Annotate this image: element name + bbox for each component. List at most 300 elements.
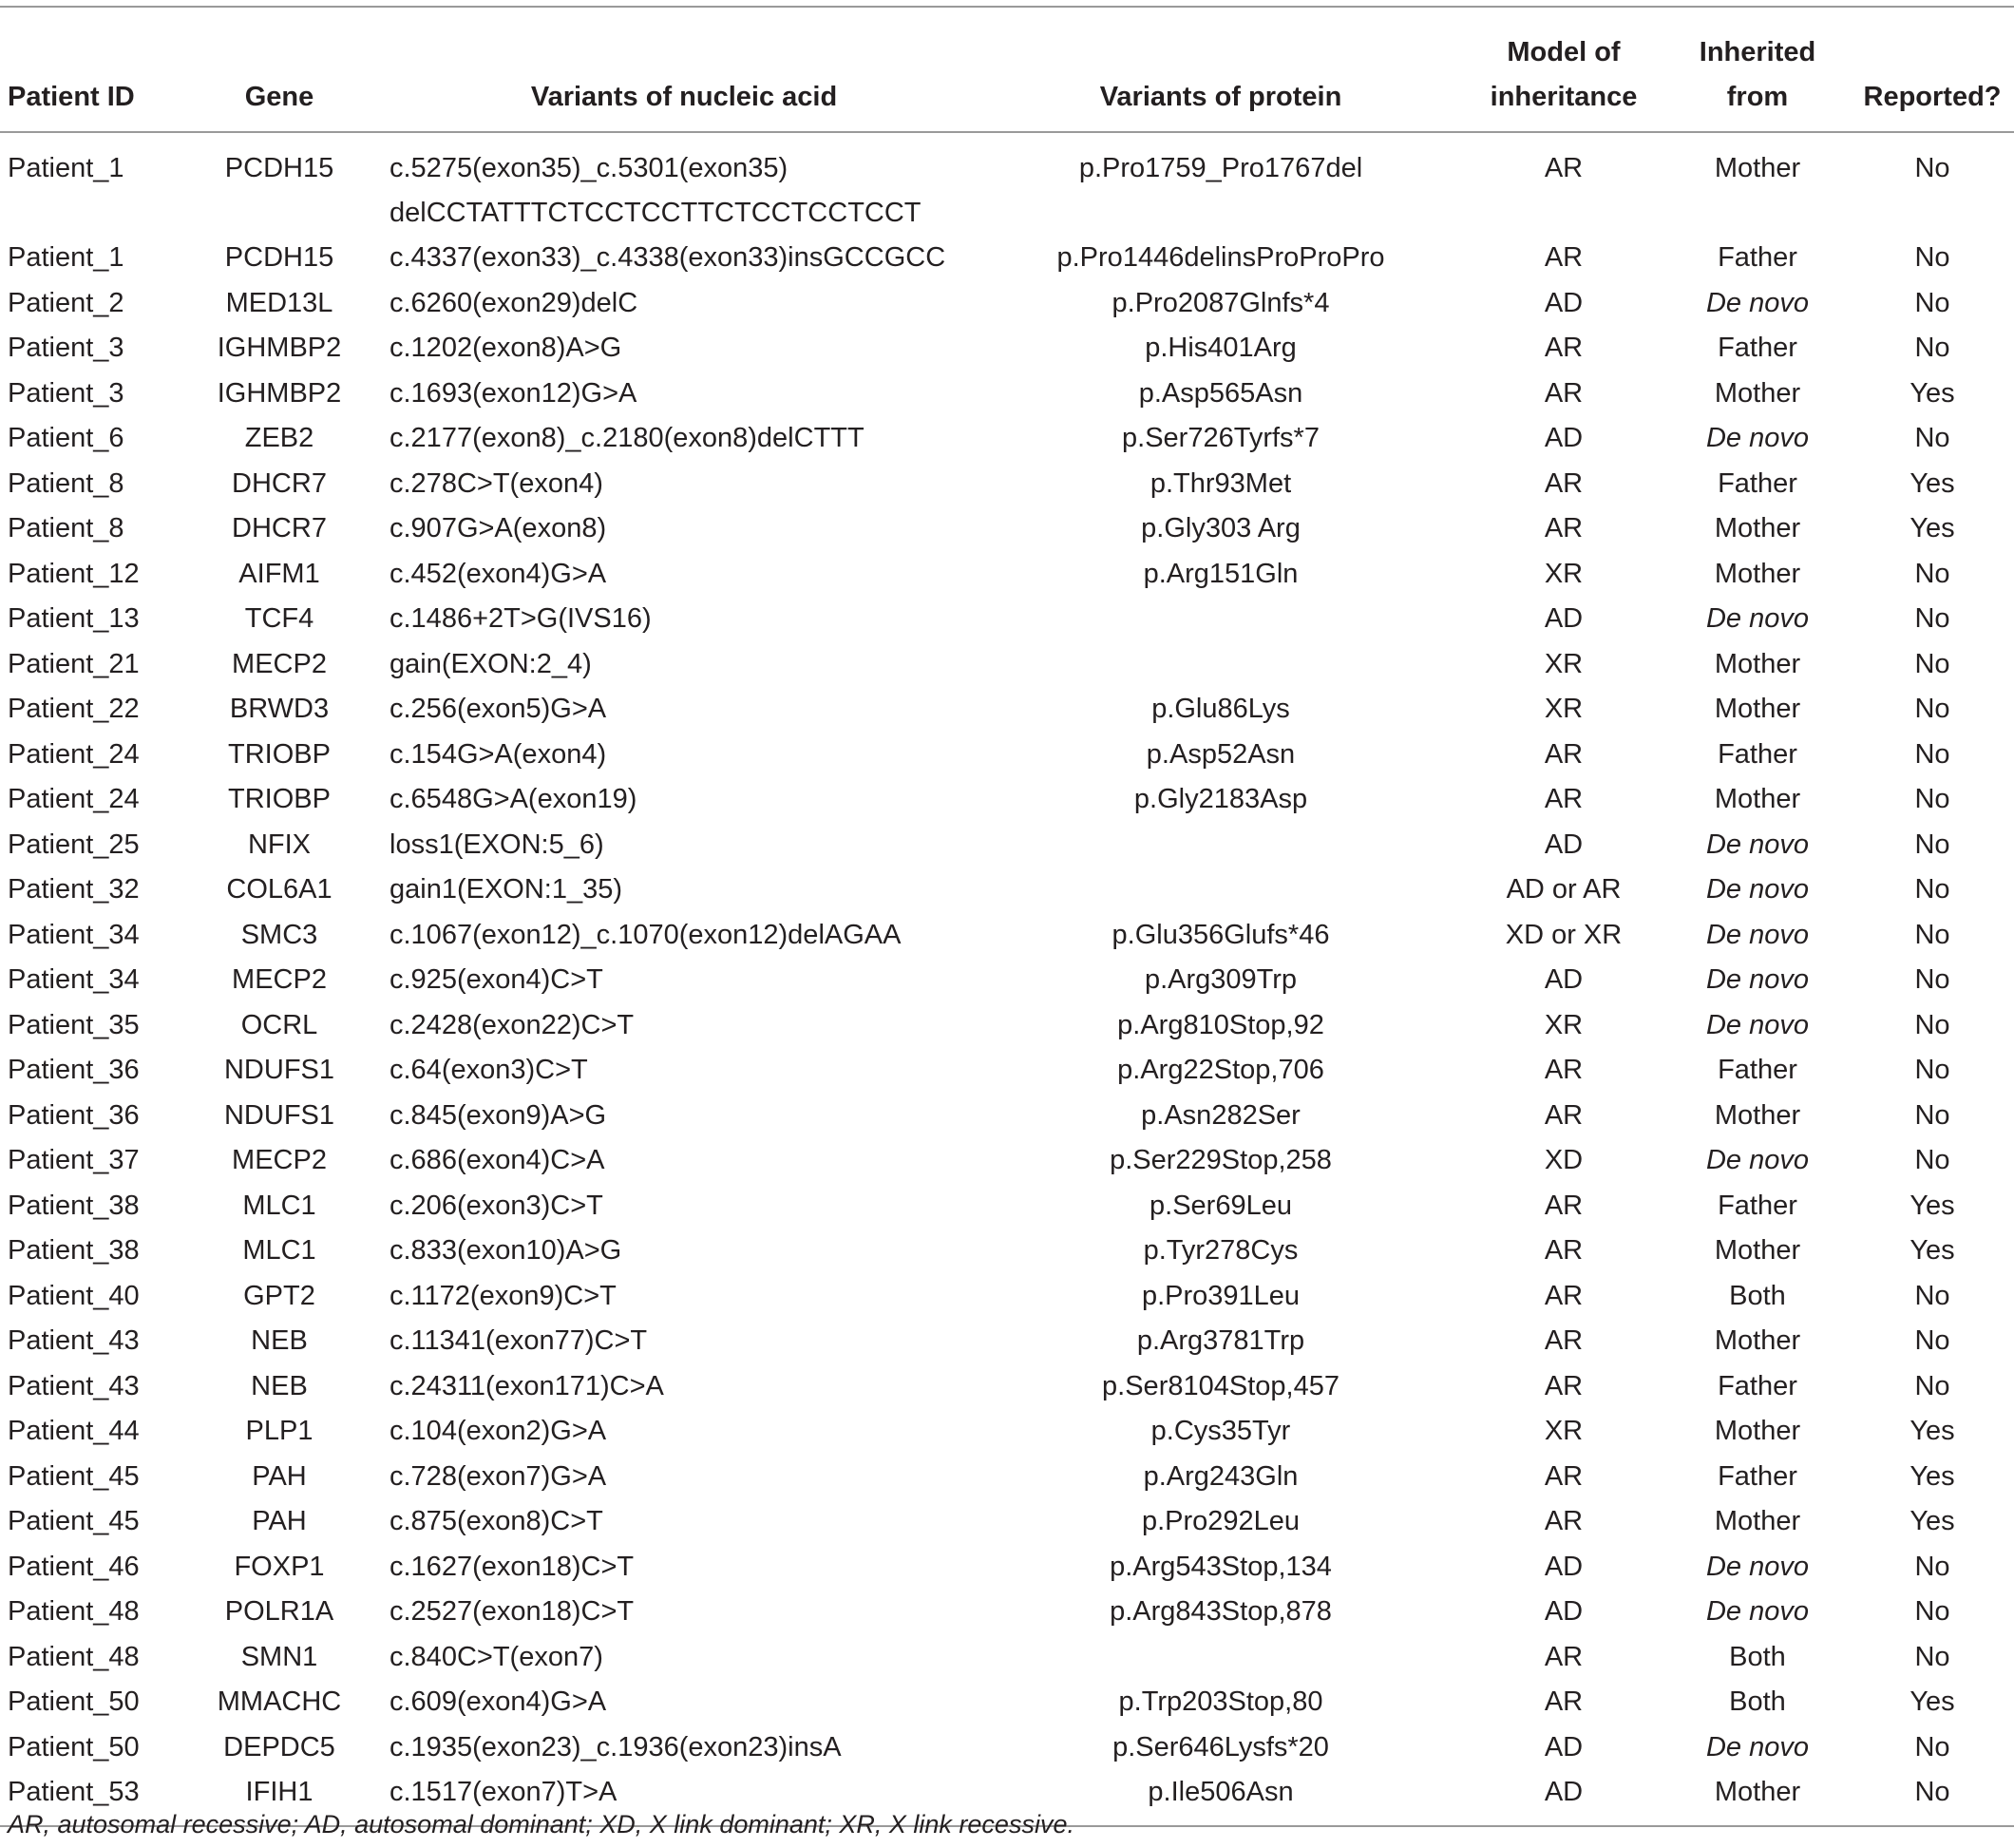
cell-protein: p.Arg22Stop,706	[1117, 1055, 1324, 1085]
header-inherited	[1664, 7, 1851, 132]
cell-protein: p.Gly303 Arg	[1141, 513, 1301, 543]
cell-nucleic-acid: c.1935(exon23)_c.1936(exon23)insA	[390, 1731, 842, 1762]
cell-protein	[978, 867, 1463, 913]
table-row	[0, 416, 2014, 462]
cell-inherited: De novo	[1705, 1009, 1809, 1040]
cell-model: XR	[1544, 648, 1584, 679]
cell-gene: MLC1	[242, 1235, 316, 1266]
cell-patient-id: Patient_46	[8, 1551, 140, 1582]
cell-protein: p.Arg843Stop,878	[1110, 1596, 1332, 1627]
cell-reported: No	[1914, 287, 1950, 318]
cell-model: AR	[1544, 1370, 1584, 1401]
cell-model: AD	[1544, 829, 1584, 860]
table-row	[0, 733, 2014, 778]
cell-inherited: De novo	[1705, 919, 1809, 950]
cell-reported: No	[1914, 1596, 1950, 1627]
cell-inherited: Mother	[1714, 1416, 1801, 1446]
cell-inherited: Father	[1718, 1190, 1797, 1221]
cell-protein: p.Pro2087Glnfs*4	[1112, 287, 1330, 318]
cell-patient-id: Patient_37	[8, 1145, 140, 1175]
cell-protein: p.His401Arg	[1145, 333, 1297, 363]
cell-reported: No	[1914, 333, 1950, 363]
cell-gene: IGHMBP2	[217, 377, 342, 409]
cell-inherited: De novo	[1705, 964, 1809, 995]
table-row	[0, 1048, 2014, 1094]
header-reported: Reported?	[1851, 7, 2014, 132]
cell-gene: MECP2	[232, 964, 327, 995]
cell-patient-id: Patient_24	[8, 784, 140, 814]
cell-model: XR	[1544, 1009, 1584, 1040]
cell-gene: SMC3	[240, 919, 318, 950]
cell-protein: p.Arg810Stop,92	[1117, 1009, 1324, 1040]
cell-reported: No	[1914, 738, 1950, 770]
cell-inherited: Father	[1718, 1460, 1797, 1492]
cell-protein: p.Glu86Lys	[1151, 694, 1290, 724]
cell-model: AR	[1544, 1641, 1584, 1672]
cell-gene: DHCR7	[232, 467, 327, 499]
cell-protein: p.Arg243Gln	[1143, 1460, 1299, 1492]
cell-patient-id: Patient_12	[8, 558, 140, 589]
cell-nucleic-acid: c.6548G>A(exon19)	[390, 784, 637, 814]
cell-protein: p.Ser646Lysfs*20	[1112, 1731, 1329, 1762]
header-inherited-line2: from	[1726, 82, 1789, 112]
header-model-line1: Model of	[1507, 37, 1621, 67]
table-row	[0, 1590, 2014, 1635]
cell-inherited: Father	[1718, 1055, 1797, 1085]
cell-nucleic-acid: c.925(exon4)C>T	[390, 964, 603, 995]
cell-gene: AIFM1	[238, 558, 320, 589]
table-row	[0, 1635, 2014, 1681]
cell-patient-id: Patient_36	[8, 1055, 140, 1085]
cell-patient-id: Patient_40	[8, 1280, 140, 1311]
cell-nucleic-acid: c.1172(exon9)C>T	[390, 1280, 617, 1311]
cell-patient-id: Patient_3	[8, 333, 124, 363]
cell-protein	[978, 823, 1463, 868]
cell-model: AR	[1544, 242, 1584, 273]
cell-reported: No	[1914, 784, 1950, 814]
table-row	[0, 552, 2014, 598]
cell-gene: DHCR7	[232, 513, 327, 543]
cell-inherited: Mother	[1714, 153, 1801, 183]
header-protein: Variants of protein	[978, 7, 1463, 132]
cell-nucleic-acid: c.24311(exon171)C>A	[390, 1370, 664, 1401]
cell-reported: No	[1914, 1009, 1950, 1040]
table-row	[0, 236, 2014, 281]
table-row	[0, 597, 2014, 642]
header-model-line2: inheritance	[1490, 82, 1638, 112]
cell-reported: No	[1914, 829, 1950, 860]
cell-gene: IFIH1	[169, 1770, 390, 1826]
cell-model: AD	[1544, 423, 1584, 453]
table-row	[0, 1003, 2014, 1049]
cell-protein: p.Glu356Glufs*46	[1112, 919, 1330, 950]
table-row	[0, 1229, 2014, 1274]
cell-gene: BRWD3	[229, 694, 330, 724]
cell-nucleic-acid: c.2428(exon22)C>T	[390, 1009, 635, 1040]
cell-reported: No	[1914, 1551, 1950, 1582]
cell-nucleic-acid	[390, 132, 978, 236]
cell-nucleic-acid-line1: c.5275(exon35)_c.5301(exon35)	[390, 153, 788, 183]
cell-reported: No	[1914, 558, 1950, 589]
cell-protein: p.Asp565Asn	[1138, 377, 1303, 409]
cell-patient-id: Patient_25	[8, 829, 140, 860]
cell-protein	[978, 642, 1463, 688]
table-row	[0, 642, 2014, 688]
cell-model: AD	[1544, 1596, 1584, 1627]
cell-inherited: Mother	[1714, 1325, 1801, 1356]
cell-inherited: De novo	[1705, 287, 1809, 318]
cell-protein: p.Arg3781Trp	[1136, 1325, 1305, 1356]
header-model	[1463, 7, 1664, 132]
table-footnote: AR, autosomal recessive; AD, autosomal dominant; XD, X link dominant; XR, X link recessive.	[8, 1810, 1074, 1838]
table-row	[0, 372, 2014, 417]
cell-model: AD	[1544, 1551, 1584, 1582]
table-row	[0, 1184, 2014, 1229]
cell-patient-id: Patient_48	[8, 1641, 140, 1672]
cell-patient-id: Patient_43	[8, 1370, 140, 1401]
cell-nucleic-acid: c.256(exon5)G>A	[390, 694, 607, 724]
cell-nucleic-acid: c.1067(exon12)_c.1070(exon12)delAGAA	[390, 919, 902, 950]
cell-nucleic-acid: c.1202(exon8)A>G	[390, 333, 622, 363]
cell-patient-id: Patient_50	[8, 1731, 140, 1762]
variants-table	[0, 6, 2014, 1827]
cell-nucleic-acid: c.1693(exon12)G>A	[390, 377, 637, 409]
cell-inherited: De novo	[1705, 1551, 1809, 1582]
cell-model: AR	[1544, 513, 1584, 543]
cell-gene: NFIX	[247, 829, 312, 860]
cell-gene: PCDH15	[224, 153, 334, 183]
cell-inherited: Father	[1718, 1370, 1797, 1401]
header-patient-id: Patient ID	[0, 7, 169, 132]
cell-patient-id: Patient_38	[8, 1190, 140, 1221]
cell-gene: MMACHC	[217, 1686, 342, 1717]
cell-inherited: Mother	[1714, 558, 1801, 589]
cell-inherited: Both	[1729, 1641, 1786, 1672]
cell-gene: NDUFS1	[223, 1055, 334, 1085]
cell-gene: SMN1	[240, 1641, 318, 1672]
cell-patient-id: Patient_45	[8, 1506, 140, 1536]
cell-patient-id: Patient_35	[8, 1009, 140, 1040]
cell-reported: No	[1914, 919, 1950, 950]
cell-inherited: Mother	[1714, 513, 1801, 543]
cell-nucleic-acid: loss1(EXON:5_6)	[390, 829, 604, 860]
cell-nucleic-acid: c.206(exon3)C>T	[390, 1190, 603, 1221]
cell-model: AR	[1544, 1506, 1584, 1536]
cell-model: XD or XR	[1505, 919, 1623, 950]
cell-gene: TCF4	[244, 603, 314, 634]
cell-nucleic-acid: c.1486+2T>G(IVS16)	[390, 603, 652, 634]
table-row	[0, 1409, 2014, 1455]
cell-gene: MLC1	[242, 1190, 316, 1221]
cell-patient-id: Patient_53	[0, 1770, 169, 1826]
cell-protein: p.Thr93Met	[1150, 467, 1292, 499]
cell-inherited: De novo	[1705, 874, 1809, 905]
table-row	[0, 958, 2014, 1003]
cell-gene: MECP2	[232, 648, 327, 679]
cell-inherited: Mother	[1714, 1099, 1801, 1131]
cell-nucleic-acid: c.728(exon7)G>A	[390, 1460, 607, 1492]
cell-reported: Yes	[1910, 1235, 1955, 1266]
cell-inherited: Mother	[1714, 784, 1801, 814]
cell-reported: Yes	[1910, 1506, 1955, 1536]
header-nucleic-acid: Variants of nucleic acid	[390, 7, 978, 132]
cell-gene: FOXP1	[234, 1551, 325, 1582]
cell-inherited: Mother	[1664, 1770, 1851, 1826]
cell-patient-id: Patient_1	[8, 242, 124, 273]
cell-protein: p.Arg151Gln	[1143, 558, 1299, 589]
table-row	[0, 1138, 2014, 1184]
cell-protein	[978, 1635, 1463, 1681]
cell-gene: MED13L	[225, 287, 333, 318]
cell-nucleic-acid: c.2527(exon18)C>T	[390, 1596, 635, 1627]
cell-model: AR	[1544, 1460, 1584, 1492]
cell-reported: Yes	[1910, 467, 1955, 499]
cell-gene: PLP1	[245, 1416, 314, 1446]
cell-protein: p.Arg543Stop,134	[1110, 1551, 1332, 1582]
cell-reported: No	[1914, 603, 1950, 634]
cell-nucleic-acid: c.278C>T(exon4)	[390, 467, 603, 499]
table-row	[0, 867, 2014, 913]
cell-patient-id: Patient_24	[8, 738, 140, 770]
cell-nucleic-acid: gain1(EXON:1_35)	[390, 874, 623, 905]
cell-model: AR	[1544, 1099, 1584, 1131]
table-row	[0, 1364, 2014, 1410]
cell-model: AR	[1544, 467, 1584, 499]
table-header-row	[0, 7, 2014, 132]
cell-gene: NDUFS1	[223, 1099, 334, 1131]
cell-inherited: Both	[1729, 1686, 1786, 1717]
cell-model: AR	[1544, 1235, 1584, 1266]
table-row	[0, 132, 2014, 236]
cell-nucleic-acid: c.875(exon8)C>T	[390, 1506, 603, 1536]
cell-inherited: De novo	[1705, 1731, 1809, 1762]
cell-gene: COL6A1	[226, 874, 332, 905]
cell-nucleic-acid: c.11341(exon77)C>T	[390, 1325, 648, 1356]
table-row	[0, 1274, 2014, 1320]
cell-model: XR	[1544, 558, 1584, 589]
cell-protein: p.Asp52Asn	[1146, 738, 1296, 770]
cell-model: AR	[1544, 1190, 1584, 1221]
cell-gene: MECP2	[232, 1145, 327, 1175]
cell-patient-id: Patient_8	[8, 467, 124, 499]
cell-inherited: Mother	[1714, 694, 1801, 724]
table-row	[0, 1499, 2014, 1545]
cell-protein: p.Ser69Leu	[1150, 1190, 1292, 1221]
cell-nucleic-acid: c.104(exon2)G>A	[390, 1416, 607, 1446]
table-row	[0, 1455, 2014, 1500]
table-row	[0, 1680, 2014, 1725]
cell-patient-id: Patient_13	[8, 603, 140, 634]
cell-nucleic-acid: c.452(exon4)G>A	[390, 558, 607, 589]
table-row	[0, 462, 2014, 507]
cell-patient-id: Patient_1	[8, 153, 124, 183]
cell-inherited: Father	[1718, 467, 1797, 499]
cell-reported: No	[1914, 423, 1950, 453]
cell-gene: PAH	[252, 1506, 307, 1536]
table-row	[0, 1545, 2014, 1591]
table-row	[0, 1319, 2014, 1364]
cell-protein	[978, 597, 1463, 642]
cell-nucleic-acid: c.833(exon10)A>G	[390, 1235, 622, 1266]
cell-nucleic-acid: gain(EXON:2_4)	[390, 648, 592, 679]
cell-protein: p.Ser8104Stop,457	[1102, 1370, 1340, 1401]
cell-protein: p.Tyr278Cys	[1143, 1235, 1299, 1266]
cell-model: AR	[1544, 1055, 1584, 1085]
cell-inherited: De novo	[1705, 423, 1809, 453]
cell-nucleic-acid: c.4337(exon33)_c.4338(exon33)insGCCGCC	[390, 242, 946, 273]
cell-patient-id: Patient_34	[8, 919, 140, 950]
cell-protein: p.Arg309Trp	[1144, 964, 1298, 995]
cell-patient-id: Patient_45	[8, 1460, 140, 1492]
cell-inherited: Father	[1718, 738, 1797, 770]
cell-protein: p.Ile506Asn	[978, 1770, 1463, 1826]
cell-protein: p.Trp203Stop,80	[1118, 1686, 1323, 1717]
cell-reported: Yes	[1910, 513, 1955, 543]
cell-patient-id: Patient_22	[8, 694, 140, 724]
cell-model: AD or AR	[1506, 874, 1622, 905]
cell-gene: DEPDC5	[223, 1731, 335, 1762]
cell-reported: Yes	[1910, 1460, 1955, 1492]
cell-reported: No	[1914, 1099, 1950, 1131]
cell-nucleic-acid: c.845(exon9)A>G	[390, 1099, 607, 1131]
cell-inherited: Mother	[1714, 1506, 1801, 1536]
cell-nucleic-acid: c.6260(exon29)delC	[390, 287, 638, 318]
header-gene: Gene	[169, 7, 390, 132]
cell-protein: p.Cys35Tyr	[1150, 1416, 1291, 1446]
cell-patient-id: Patient_6	[8, 423, 124, 453]
cell-gene: IGHMBP2	[217, 333, 342, 363]
cell-nucleic-acid: c.686(exon4)C>A	[390, 1145, 605, 1175]
cell-gene: PCDH15	[224, 242, 334, 273]
cell-nucleic-acid: c.907G>A(exon8)	[390, 513, 607, 543]
cell-reported: Yes	[1910, 1416, 1955, 1446]
cell-gene: GPT2	[243, 1280, 315, 1311]
cell-gene: OCRL	[240, 1009, 318, 1040]
table-row	[0, 777, 2014, 823]
table-body	[0, 132, 2014, 1826]
cell-reported: No	[1914, 1641, 1950, 1672]
cell-protein: p.Gly2183Asp	[1133, 784, 1308, 814]
cell-model: AR	[1544, 1686, 1584, 1717]
cell-protein: p.Pro1759_Pro1767del	[1078, 153, 1363, 183]
cell-gene: PAH	[252, 1460, 307, 1492]
cell-nucleic-acid-line2: delCCTATTTCTCCTCCTTCTCCTCCTCCT	[390, 198, 922, 228]
cell-reported: Yes	[1910, 377, 1955, 409]
cell-inherited: Mother	[1714, 1235, 1801, 1266]
cell-patient-id: Patient_2	[8, 287, 124, 318]
table-row	[0, 913, 2014, 959]
table-row	[0, 1725, 2014, 1771]
cell-nucleic-acid: c.64(exon3)C>T	[390, 1055, 588, 1085]
cell-gene: TRIOBP	[228, 784, 331, 814]
cell-protein: p.Asn282Ser	[1141, 1099, 1301, 1131]
cell-model: AD	[1544, 287, 1584, 318]
table-row	[0, 823, 2014, 868]
cell-protein: p.Pro292Leu	[1141, 1506, 1301, 1536]
table-row	[0, 506, 2014, 552]
table-row	[0, 1094, 2014, 1139]
cell-inherited: De novo	[1705, 1145, 1809, 1175]
cell-reported: Yes	[1910, 1190, 1955, 1221]
cell-patient-id: Patient_36	[8, 1099, 140, 1131]
cell-patient-id: Patient_48	[8, 1596, 140, 1627]
cell-inherited: Both	[1729, 1280, 1786, 1311]
cell-model: XR	[1544, 1416, 1584, 1446]
cell-nucleic-acid: c.2177(exon8)_c.2180(exon8)delCTTT	[390, 423, 864, 453]
cell-patient-id: Patient_34	[8, 964, 140, 995]
cell-reported: No	[1914, 874, 1950, 905]
cell-patient-id: Patient_8	[8, 513, 124, 543]
cell-patient-id: Patient_32	[8, 874, 140, 905]
table-row	[0, 687, 2014, 733]
cell-reported: No	[1914, 694, 1950, 724]
cell-model: AD	[1544, 603, 1584, 634]
cell-inherited: Mother	[1714, 648, 1801, 679]
cell-model: AR	[1544, 333, 1584, 363]
cell-patient-id: Patient_21	[8, 648, 140, 679]
cell-protein: p.Ser229Stop,258	[1110, 1145, 1332, 1175]
cell-protein: p.Pro391Leu	[1141, 1280, 1301, 1311]
cell-nucleic-acid: c.1627(exon18)C>T	[390, 1551, 635, 1582]
cell-reported: No	[1914, 964, 1950, 995]
cell-gene: POLR1A	[224, 1596, 334, 1627]
cell-protein: p.Pro1446delinsProProPro	[1056, 242, 1385, 273]
cell-inherited: Mother	[1714, 377, 1801, 409]
cell-model: AD	[1463, 1770, 1664, 1826]
cell-nucleic-acid: c.1517(exon7)T>A	[390, 1770, 978, 1826]
cell-reported: No	[1914, 1055, 1950, 1085]
cell-inherited: De novo	[1705, 1596, 1809, 1627]
cell-nucleic-acid: c.609(exon4)G>A	[390, 1686, 607, 1717]
cell-model: XR	[1544, 694, 1584, 724]
cell-model: AR	[1544, 1325, 1584, 1356]
cell-gene: NEB	[251, 1325, 308, 1356]
cell-reported: No	[1914, 153, 1950, 183]
cell-gene: TRIOBP	[228, 738, 331, 770]
cell-model: AD	[1544, 964, 1584, 995]
cell-inherited: De novo	[1705, 829, 1809, 860]
cell-reported: No	[1914, 1731, 1950, 1762]
cell-gene: ZEB2	[244, 423, 314, 453]
cell-protein: p.Ser726Tyrfs*7	[1122, 423, 1320, 453]
cell-patient-id: Patient_50	[8, 1686, 140, 1717]
cell-reported: No	[1851, 1770, 2014, 1826]
cell-model: AR	[1544, 153, 1584, 183]
cell-inherited: De novo	[1705, 603, 1809, 634]
header-inherited-line1: Inherited	[1699, 37, 1816, 67]
cell-patient-id: Patient_43	[8, 1325, 140, 1356]
cell-reported: No	[1914, 1325, 1950, 1356]
cell-inherited: Father	[1718, 242, 1797, 273]
cell-patient-id: Patient_44	[8, 1416, 140, 1446]
cell-nucleic-acid: c.840C>T(exon7)	[390, 1641, 603, 1672]
cell-reported: No	[1914, 1145, 1950, 1175]
cell-gene: NEB	[251, 1370, 308, 1401]
cell-inherited: Father	[1718, 333, 1797, 363]
cell-reported: No	[1914, 242, 1950, 273]
cell-reported: No	[1914, 648, 1950, 679]
cell-reported: No	[1914, 1370, 1950, 1401]
cell-patient-id: Patient_3	[8, 377, 124, 409]
cell-reported: No	[1914, 1280, 1950, 1311]
cell-model: AR	[1544, 784, 1584, 814]
cell-model: AR	[1544, 1280, 1584, 1311]
cell-model: AD	[1544, 1731, 1584, 1762]
cell-nucleic-acid: c.154G>A(exon4)	[390, 738, 607, 770]
table-row	[0, 281, 2014, 327]
cell-model: AR	[1544, 738, 1584, 770]
cell-model: AR	[1544, 377, 1584, 409]
